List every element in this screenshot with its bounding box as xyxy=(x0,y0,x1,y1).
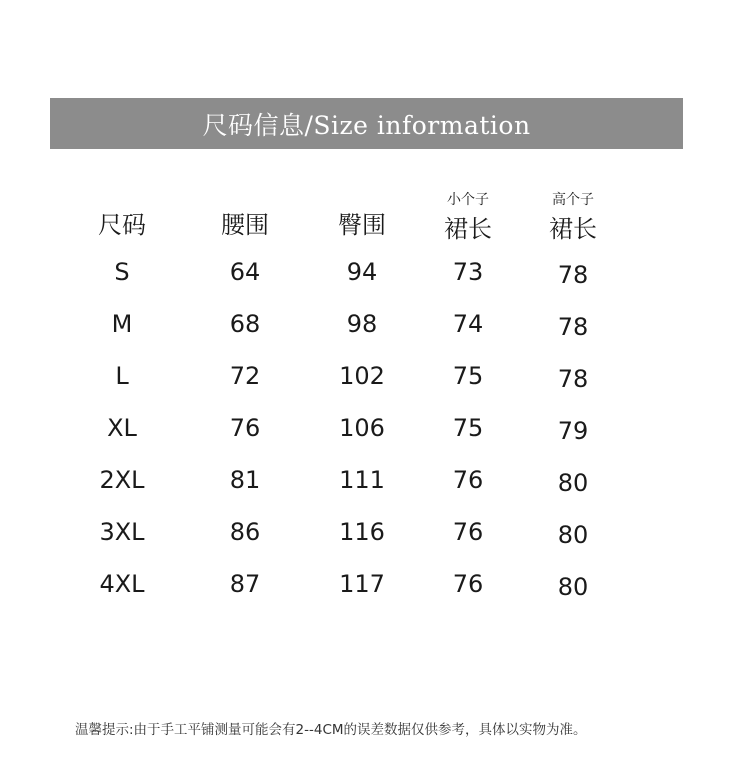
cell-short: 76 xyxy=(452,518,484,546)
cell-waist: 72 xyxy=(229,362,261,390)
size-info-banner xyxy=(50,98,683,149)
cell-short: 76 xyxy=(452,466,484,494)
cell-tall: 78 xyxy=(557,261,589,289)
cell-tall: 78 xyxy=(557,365,589,393)
header-tall-sub: 高个子 xyxy=(552,192,594,208)
cell-hip: 98 xyxy=(346,310,378,338)
cell-short: 75 xyxy=(452,362,484,390)
cell-hip: 117 xyxy=(339,570,385,598)
cell-waist: 86 xyxy=(229,518,261,546)
banner-title: 尺码信息/Size information xyxy=(202,110,531,140)
cell-size: XL xyxy=(107,414,137,442)
cell-short: 76 xyxy=(452,570,484,598)
cell-tall: 80 xyxy=(557,469,589,497)
cell-hip: 116 xyxy=(339,518,385,546)
cell-size: 2XL xyxy=(99,466,145,494)
cell-size: L xyxy=(115,362,129,390)
header-short-length: 裙长 xyxy=(444,215,492,243)
cell-hip: 94 xyxy=(346,258,378,286)
cell-hip: 111 xyxy=(339,466,385,494)
cell-hip: 102 xyxy=(339,362,385,390)
header-size: 尺码 xyxy=(98,211,146,239)
cell-size: S xyxy=(114,258,130,286)
cell-size: 4XL xyxy=(99,570,145,598)
cell-waist: 68 xyxy=(229,310,261,338)
cell-short: 73 xyxy=(452,258,484,286)
cell-tall: 78 xyxy=(557,313,589,341)
cell-tall: 79 xyxy=(557,417,589,445)
cell-short: 74 xyxy=(452,310,484,338)
cell-hip: 106 xyxy=(339,414,385,442)
cell-tall: 80 xyxy=(557,573,589,601)
header-tall-length: 裙长 xyxy=(549,215,597,243)
header-hip: 臀围 xyxy=(338,211,386,239)
cell-waist: 81 xyxy=(229,466,261,494)
cell-short: 75 xyxy=(452,414,484,442)
cell-size: M xyxy=(111,310,133,338)
cell-waist: 87 xyxy=(229,570,261,598)
measurement-note: 温馨提示:由于手工平铺测量可能会有2--4CM的误差数据仅供参考，具体以实物为准。 xyxy=(75,722,587,738)
cell-waist: 64 xyxy=(229,258,261,286)
cell-size: 3XL xyxy=(99,518,145,546)
header-waist: 腰围 xyxy=(221,211,269,239)
cell-tall: 80 xyxy=(557,521,589,549)
cell-waist: 76 xyxy=(229,414,261,442)
header-short-sub: 小个子 xyxy=(447,192,489,208)
